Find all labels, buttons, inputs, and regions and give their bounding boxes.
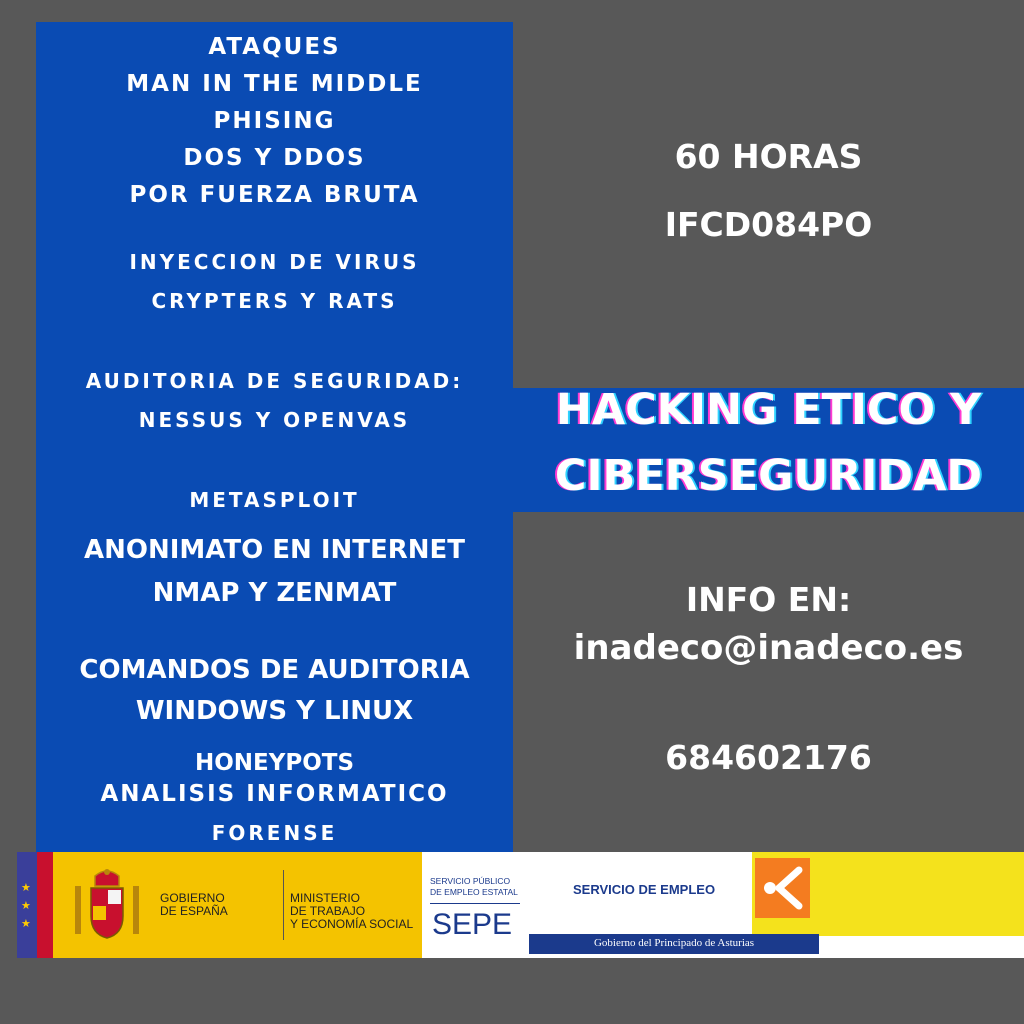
divider	[283, 870, 284, 940]
course-title-line2: CIBERSEGURIDAD	[554, 451, 983, 501]
gobierno-line: DE ESPAÑA	[160, 904, 228, 918]
sepe-small-line: SERVICIO PÚBLICO	[430, 876, 511, 886]
topic-line: WINDOWS Y LINUX	[135, 696, 414, 726]
sepe-wordmark: SEPE	[432, 908, 513, 941]
topic-line: ATAQUES	[208, 34, 341, 60]
star-icon: ★	[21, 881, 31, 894]
ministerio-line: MINISTERIO	[290, 891, 361, 905]
sepe-logo	[422, 852, 529, 958]
gobierno-line: GOBIERNO	[160, 891, 225, 905]
eu-flag	[17, 852, 37, 958]
course-title-line1: HACKING ETICO Y	[555, 385, 982, 435]
asturias-text: Gobierno del Principado de Asturias	[593, 937, 755, 949]
ministerio-line: DE TRABAJO	[290, 904, 366, 918]
topic-line: FORENSE	[211, 821, 338, 845]
topic-line: COMANDOS DE AUDITORIA	[79, 655, 470, 685]
topic-line: NMAP Y ZENMAT	[152, 578, 397, 608]
sponsor-logo-bar	[17, 852, 1024, 958]
empleo-logo-icon	[755, 858, 810, 918]
servicio-empleo-text: SERVICIO DE EMPLEO	[573, 882, 716, 897]
topic-line: INYECCION DE VIRUS	[129, 250, 420, 274]
topic-line: PHISING	[213, 108, 336, 134]
topic-line: NESSUS Y OPENVAS	[138, 408, 411, 432]
contact-phone[interactable]: 684602176	[665, 738, 872, 777]
coat-of-arms-icon	[71, 866, 143, 944]
ministerio-line: Y ECONOMÍA SOCIAL	[290, 917, 414, 931]
topic-line: ANONIMATO EN INTERNET	[83, 535, 466, 565]
star-icon: ★	[21, 899, 31, 912]
info-label: INFO EN:	[685, 580, 852, 619]
contact-email[interactable]: inadeco@inadeco.es	[573, 628, 964, 668]
star-icon: ★	[21, 917, 31, 930]
topic-line: DOS Y DDOS	[183, 145, 366, 171]
topic-line: POR FUERZA BRUTA	[129, 182, 420, 208]
sepe-small-line: DE EMPLEO ESTATAL	[430, 887, 518, 897]
topic-line: AUDITORIA DE SEGURIDAD:	[85, 369, 464, 393]
divider	[430, 903, 520, 904]
course-code: IFCD084PO	[664, 205, 873, 244]
topic-line: METASPLOIT	[189, 488, 360, 512]
course-hours: 60 HORAS	[674, 137, 863, 176]
gobierno-logo	[53, 852, 422, 958]
flag-stripe	[37, 852, 53, 958]
topic-line: ANALISIS INFORMATICO	[100, 781, 449, 807]
topic-line: HONEYPOTS	[194, 750, 355, 776]
topic-line: MAN IN THE MIDDLE	[126, 71, 423, 97]
topic-line: CRYPTERS Y RATS	[151, 289, 398, 313]
asturias-logo	[529, 852, 1024, 958]
